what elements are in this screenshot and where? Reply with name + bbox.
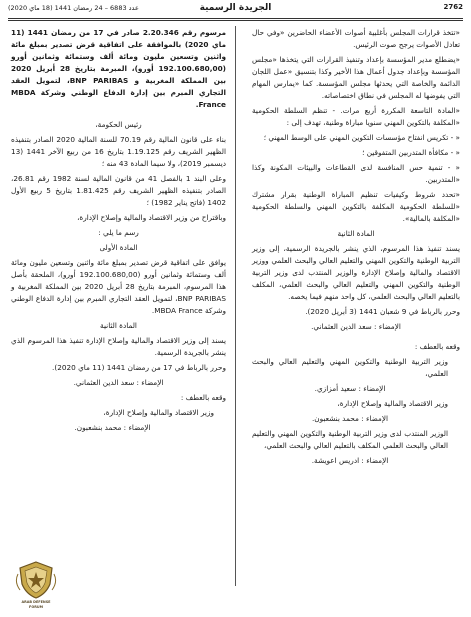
paragraph: «تحدد شروط وكيفيات تنظيم المباراة الوطنية بقرار مشترك «للسلطة الحكومية المكلفة بالتكوين المهني والسلطة الحكومية «المكلفة بالمالية».	[252, 190, 460, 223]
left-column	[11, 27, 226, 437]
paragraph: «المادة التاسعة المكررة أربع مرات. - تنظم السلطة الحكومية «المكلفة بالتكوين المهني سنويا مباراة وطنية، تهدف إلى :	[252, 106, 460, 127]
date-line: وحرر بالرباط في 17 من رمضان 1441 (11 ماي 2020).	[52, 363, 226, 372]
article-heading: المادة الأولى	[99, 243, 138, 252]
paragraph: يوافق على اتفاقية قرض تصدير بمبلغ مائة واثنين وتسعين مليون ومائة ألف وستمائة وثمانين أورو (192.100.680,00 أورو)، الملحقة بأصل هذا المرسوم، المبرمة بتاريخ 28 أبريل 2020 بين المملكة المغربية و BNP PARIBAS، لتمويل العقد التجاري المبرم بين إدارة الدفاع الوطني وشركة MBDA France.	[11, 258, 227, 315]
signatory-name: الإمضاء : ادريس اعويشة.	[311, 456, 389, 465]
paragraph: « - مكافأة المتدربين المتفوقين ؛	[362, 148, 460, 157]
countersignature-2	[252, 398, 460, 425]
issue-info: عدد 6883 – 24 رمضان 1441 (18 ماي 2020)	[8, 4, 139, 12]
paragraph: يسند تنفيذ هذا المرسوم، الذي ينشر بالجريدة الرسمية، إلى وزير التربية الوطنية والتكوين المهني والتعليم العالي والبحث العلمي ووزير الاقتصاد والمالية وإصلاح الإدارة والوزير المنتدب لدى وزير التربية الوطنية والتكوين المهني والتعليم العالي والبحث العلمي، المكلف بالتعليم العالي والبحث العلمي، كل واحد منهم فيما يخصه.	[252, 244, 460, 301]
signatory-title: وزير الاقتصاد والمالية وإصلاح الإدارة،	[103, 408, 214, 417]
signatory-title: وزير التربية الوطنية والتكوين المهني والتعليم العالي والبحث العلمي،	[252, 357, 448, 378]
article-heading: المادة الثانية	[337, 229, 375, 238]
article-heading: المادة الثانية	[100, 321, 137, 330]
paragraph: « - تنمية حس المنافسة لدى القطاعات والبيئات المكونة وكذا «المتدربين.	[252, 163, 460, 184]
countersign-label: وقعه بالعطف :	[180, 393, 226, 402]
right-column	[252, 27, 460, 470]
paragraph: «يضطلع مدير المؤسسة بإعداد وتنفيذ القرارات التي يتخذها «مجلس المؤسسة وبإعداد جدول أعمال هذا الأخير وكذا بتنسيق «عمل اللجان الدائمة والخاصة التي يحدثها مجلس المؤسسة. كما «يمارس المهام التي يفوضها له المجلس في نطاق اختصاصاته.	[252, 55, 460, 100]
logo-text: ARAB DEFENSE FORUM	[21, 600, 51, 609]
forum-logo	[14, 560, 58, 612]
signatory-name: الإمضاء : محمد بنشعبون.	[311, 414, 389, 423]
journal-title: الجريدة الرسمية	[199, 3, 272, 13]
main-signature: الإمضاء : سعد الدين العثماني.	[311, 322, 401, 331]
paragraph: «تتخذ قرارات المجلس بأغلبية أصوات الأعضاء الحاضرين «وفي حال تعادل الأصوات يرجح صوت الرئيس.	[252, 28, 460, 49]
page-header	[8, 3, 463, 18]
signatory-title: الوزير المنتدب لدى وزير التربية الوطنية والتكوين المهني والتعليم العالي والبحث العلمي المكلف بالتعليم العالي والبحث العلمي،	[252, 429, 448, 450]
paragraph: وباقتراح من وزير الاقتصاد والمالية وإصلاح الإدارة،	[77, 213, 226, 222]
decree-formula: رسم ما يلي :	[98, 228, 139, 237]
countersignature-1	[252, 356, 460, 395]
header-divider	[8, 18, 463, 19]
countersignature-1	[11, 407, 226, 434]
page-number: 2762	[443, 3, 463, 11]
paragraph: رئيس الحكومة،	[95, 120, 142, 129]
date-line: وحرر بالرباط في 9 شعبان 1441 (3 أبريل 2020).	[305, 307, 460, 316]
countersign-label: وقعه بالعطف :	[414, 342, 460, 351]
paragraph: بناء على قانون المالية رقم 70.19 للسنة المالية 2020 الصادر بتنفيذه الظهير الشريف رقم 1.19.125 بتاريخ 16 من ربيع الآخر 1441 (13 ديسمبر 2019)، ولا سيما المادة 43 منه ؛	[11, 135, 226, 168]
signatory-title: وزير الاقتصاد والمالية وإصلاح الإدارة،	[337, 399, 448, 408]
paragraph: « - تكريس انفتاح مؤسسات التكوين المهني على الوسط المهني ؛	[263, 133, 460, 142]
decree-title: مرسوم رقم 2.20.346 صادر في 17 من رمضان 1441 (11 ماي 2020) بالموافقة على اتفاقية قرض تصدير بمبلغ مائة واثنين وتسعين مليون ومائة ألف وستمائة وثمانين أورو (192.100.680,00 أورو)، المبرمة بتاريخ 28 أبريل 2020 بين المملكة المغربية و BNP PARIBAS، لتمويل العقد التجاري المبرم بين إدارة الدفاع الوطني وشركة MBDA France.	[11, 28, 226, 109]
paragraph: وعلى البند 1 بالفصل 41 من قانون المالية لسنة 1982 رقم 26.81، الصادر بتنفيذه الظهير الشريف رقم 1.81.425 بتاريخ 5 ربيع الأول 1402 (فاتح يناير 1982) ؛	[11, 174, 227, 207]
column-divider	[235, 26, 236, 586]
countersignature-3	[252, 428, 460, 467]
shield-emblem-icon	[14, 560, 58, 600]
signatory-name: الإمضاء : سعيد أمزازي.	[314, 384, 386, 393]
paragraph: يسند إلى وزير الاقتصاد والمالية وإصلاح الإدارة تنفيذ هذا المرسوم الذي ينشر بالجريدة الرسمية.	[11, 336, 226, 357]
header-divider-thin	[8, 20, 463, 21]
main-signature: الإمضاء : سعد الدين العثماني.	[73, 378, 164, 387]
signatory-name: الإمضاء : محمد بنشعبون.	[74, 423, 151, 432]
